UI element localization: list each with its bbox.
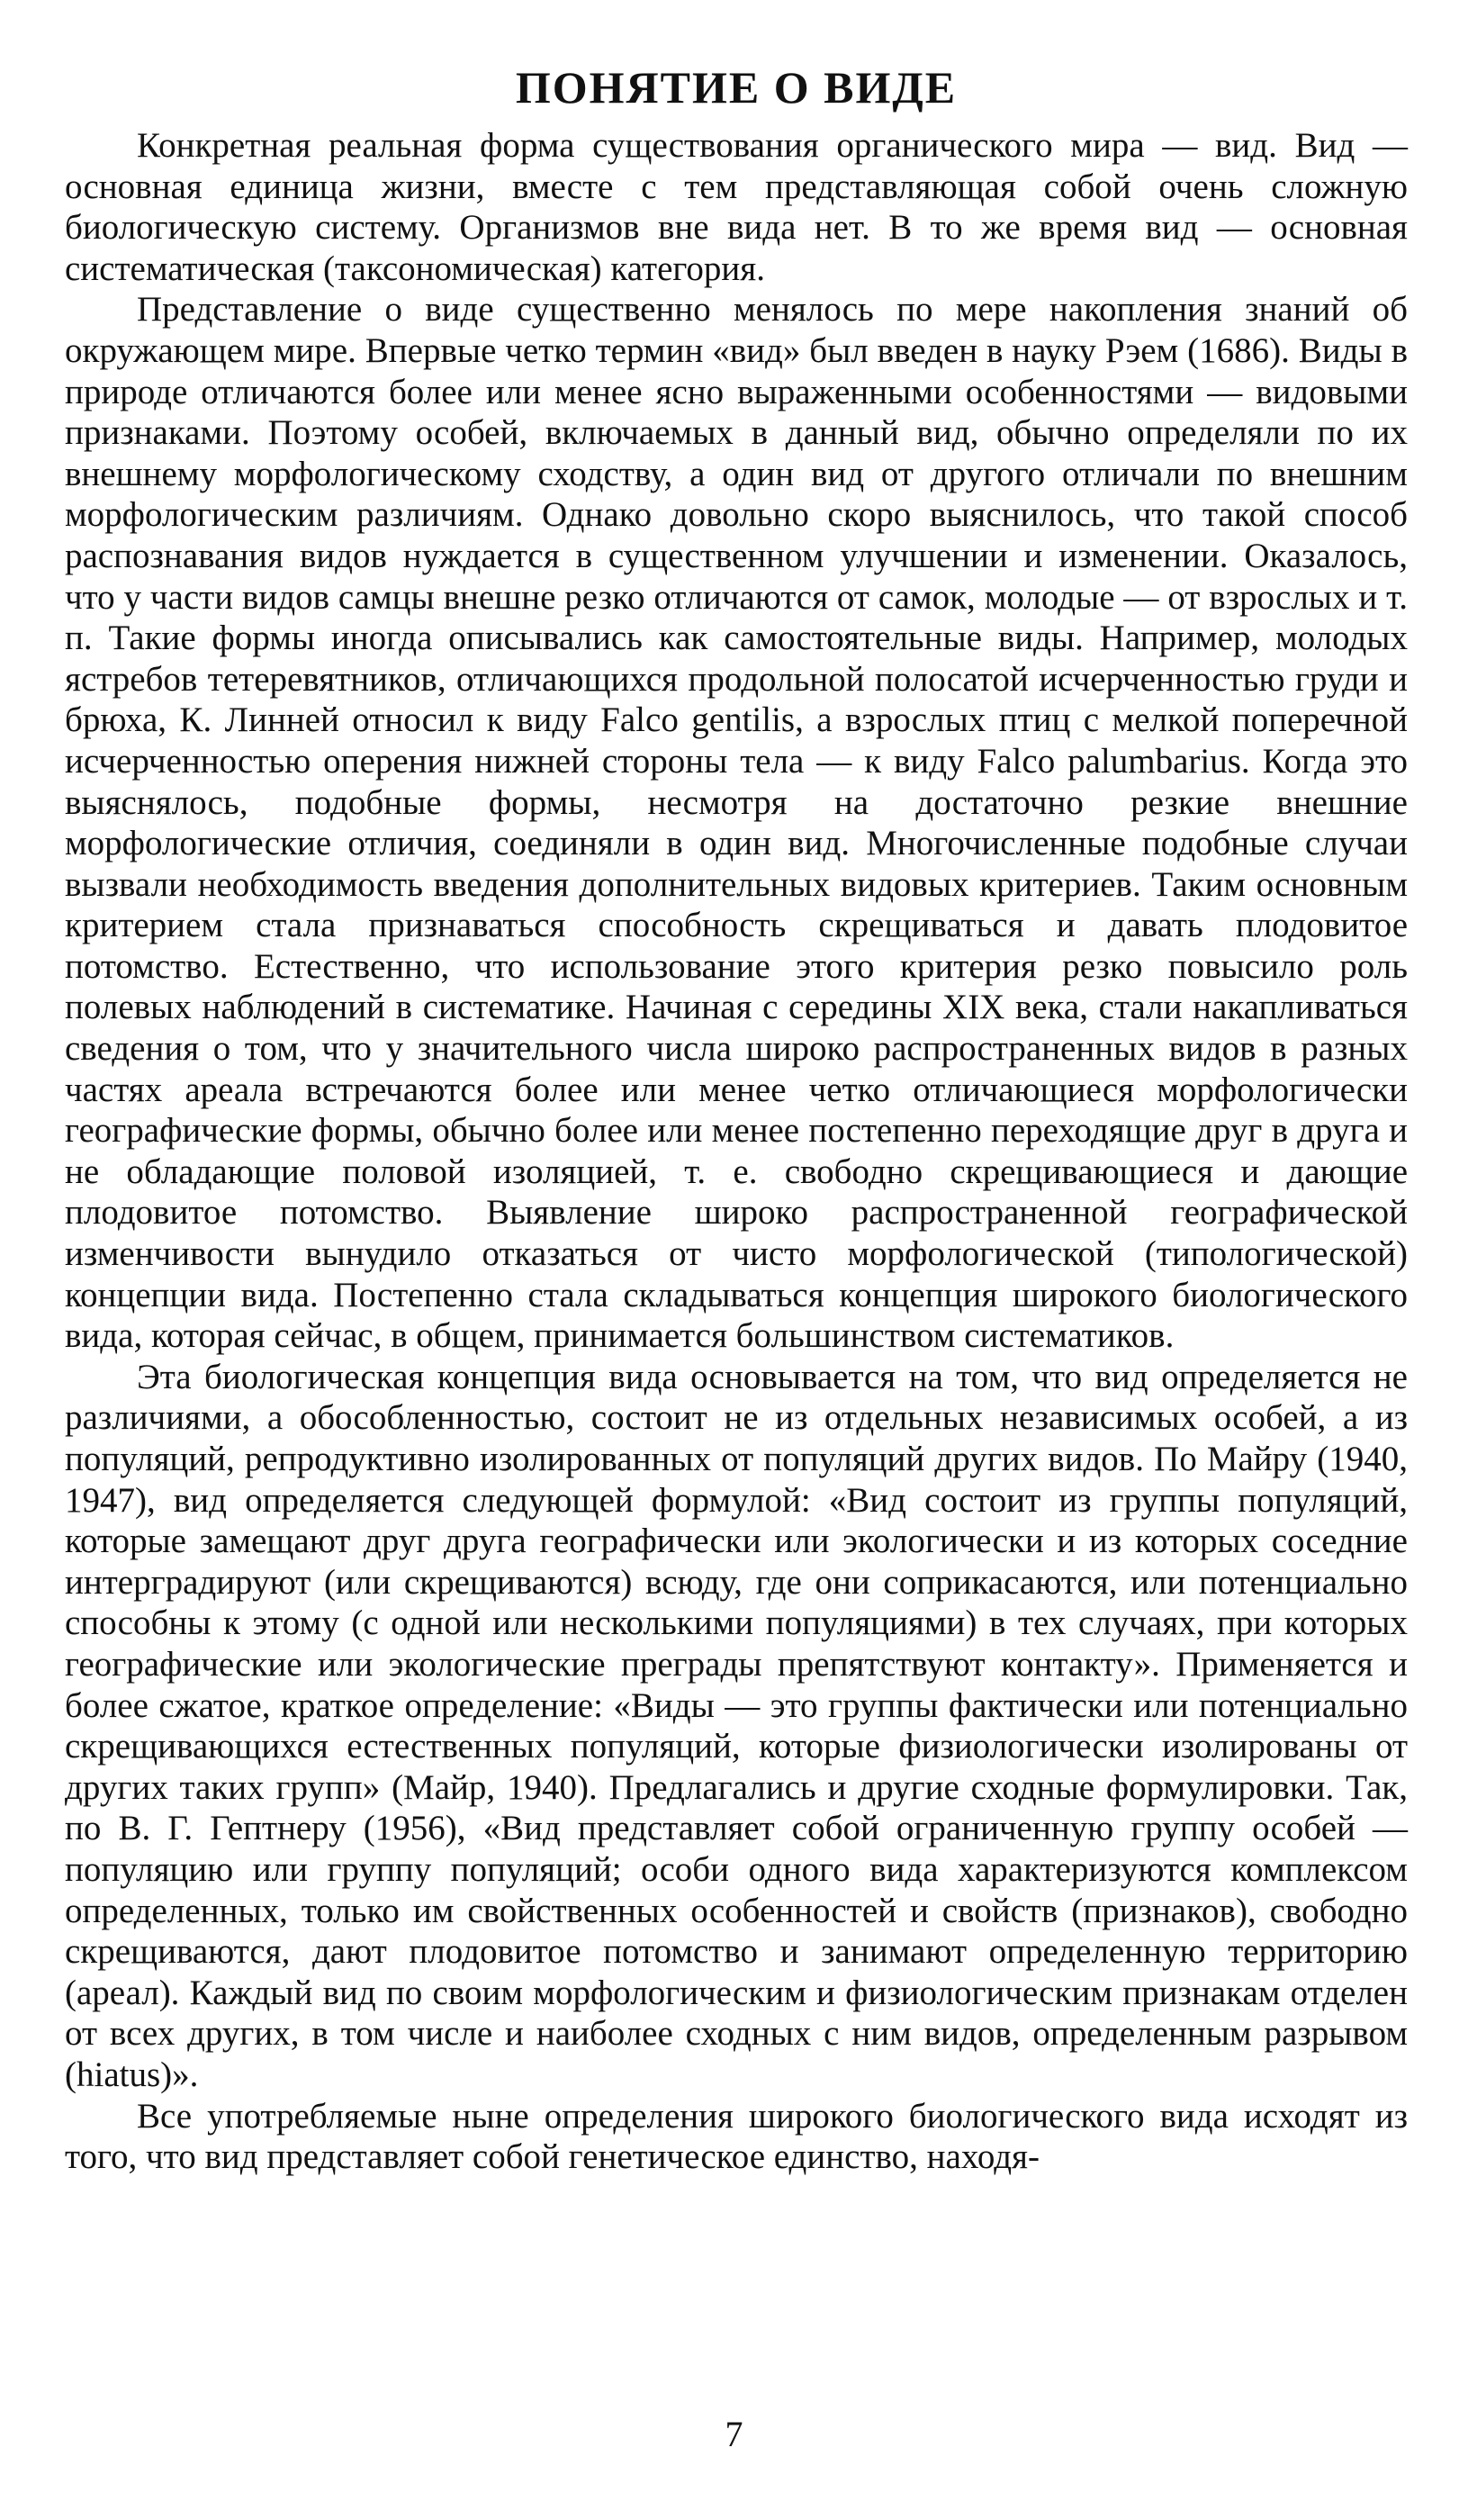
paragraph-1: Конкретная реальная форма существования органического мира — вид. Вид — основная единица жизни, вместе с тем представляющая собой очень сложную биологическую систему. Организмов вне вида нет. В то же время вид — основная систематическая (таксономическая) категория.: [65, 126, 1408, 288]
paragraph-3: Эта биологическая концепция вида основывается на том, что вид определяется не различиями, а обособленностью, состоит не из отдельных независимых особей, а из популяций, репродуктивно изолированных от популяций других видов. По Майру (1940, 1947), вид определяется следующей формулой: «Вид состоит из группы популяций, которые замещают друг друга географически или экологически и из которых соседние интерградируют (или скрещиваются) всюду, где они соприкасаются, или потенциально способны к этому (с одной или несколькими популяциями) в тех случаях, при которых географические или экологические преграды препятствуют контакту». Применяется и более сжатое, краткое определение: «Виды — это группы фактически или потенциально скрещивающихся естественных популяций, которые физиологически изолированы от других таких групп» (Майр, 1940). Предлагались и другие сходные формулировки. Так, по В. Г. Гептнеру (1956), «Вид представляет собой ограниченную группу особей — популяцию или группу популяций; особи одного вида характеризуются комплексом определенных, только им свойственных особенностей и свойств (признаков), свободно скрещиваются, дают плодовитое потомство и занимают определенную территорию (ареал). Каждый вид по своим морфологическим и физиологическим признакам отделен от всех других, в том числе и наиболее сходных с ним видов, определенным разрывом (hiatus)».: [65, 1357, 1408, 2094]
paragraph-2: Представление о виде существенно менялось по мере накопления знаний об окружающем мире. Впервые четко термин «вид» был введен в науку Рэем (1686). Виды в природе отличаются более или менее ясно выраженными особенностями — видовыми признаками. Поэтому особей, включаемых в данный вид, обычно определяли по их внешнему морфологическому сходству, а один вид от другого отличали по внешним морфологическим различиям. Однако довольно скоро выяснилось, что такой способ распознавания видов нуждается в существенном улучшении и изменении. Оказалось, что у части видов самцы внешне резко отличаются от самок, молодые — от взрослых и т. п. Такие формы иногда описывались как самостоятельные виды. Например, молодых ястребов тетеревятников, отличающихся продольной полосатой исчерченностью груди и брюха, К. Линней относил к виду Falco gentilis, а взрослых птиц с мелкой поперечной исчерченностью оперения нижней стороны тела — к виду Falco palumbarius. Когда это выяснялось, подобные формы, несмотря на достаточно резкие внешние морфологические отличия, соединяли в один вид. Многочисленные подобные случаи вызвали необходимость введения дополнительных видовых критериев. Таким основным критерием стала признаваться способность скрещиваться и давать плодовитое потомство. Естественно, что использование этого критерия резко повысило роль полевых наблюдений в систематике. Начиная с середины XIX века, стали накапливаться сведения о том, что у значительного числа широко распространенных видов в разных частях ареала встречаются более или менее четко отличающиеся морфологически географические формы, обычно более или менее постепенно переходящие друг в друга и не обладающие половой изоляцией, т. е. свободно скрещивающиеся и дающие плодовитое потомство. Выявление широко распространенной географической изменчивости вынудило отказаться от чисто морфологической (типологической) концепции вида. Постепенно стала складываться концепция широкого биологического вида, которая сейчас, в общем, принимается большинством систематиков.: [65, 290, 1408, 1356]
page-number: 7: [725, 2414, 743, 2454]
page-body: [65, 63, 1408, 2178]
page-title: ПОНЯТИЕ О ВИДЕ: [515, 62, 958, 113]
paragraph-4: Все употребляемые ныне определения широкого биологического вида исходят из того, что вид представляет собой генетическое единство, находя-: [65, 2096, 1408, 2177]
